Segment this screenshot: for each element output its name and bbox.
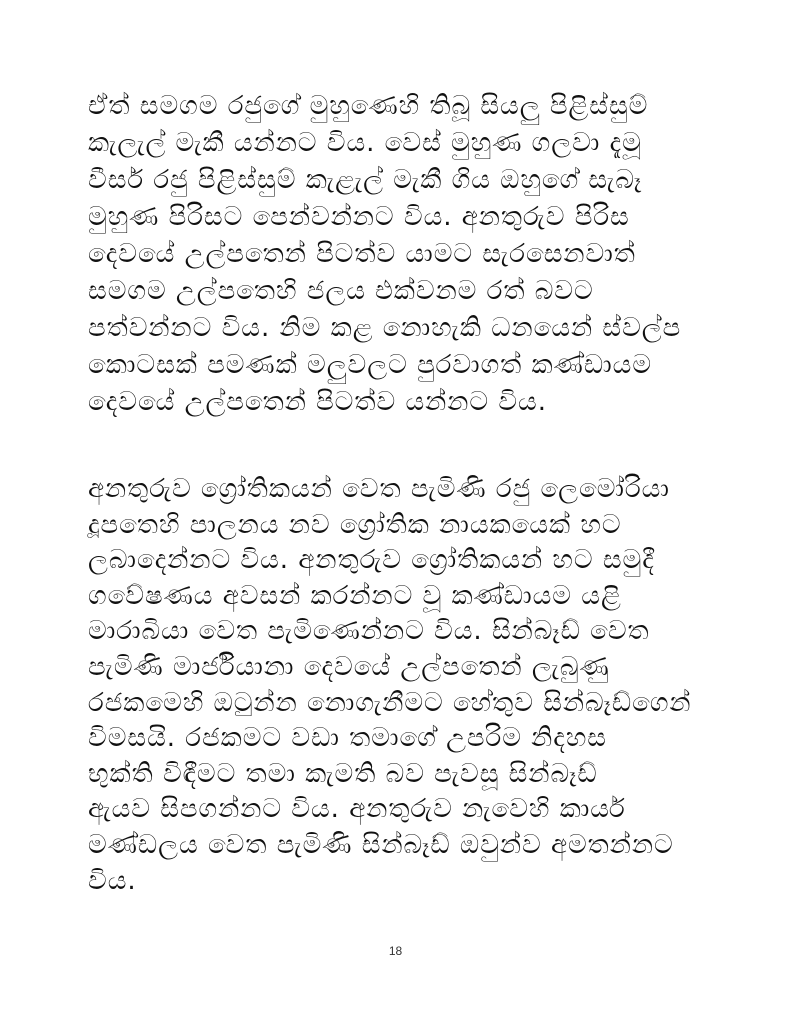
text-line: දෙවයේ උල්පතෙන් පිටත්ව යාමට සැරසෙනවාත් — [88, 239, 636, 269]
text-line: විමසයි. රජකමට වඩා තමාගේ උපරිම නිදහස — [88, 723, 607, 754]
text-line: මණ්ඩලය වෙත පැමිණි සින්බෑඩ් ඔවුන්ව අමතන්නට — [88, 829, 674, 860]
text-line: රජකමෙහි ඔටුන්න නොගැනීමට හේතුව සින්බෑඩ්ගෙන් — [88, 687, 692, 718]
text-line: පැමිණි මාර්ජියානා දෙවයේ උල්පතෙන් ලැබුණු — [88, 651, 610, 682]
paragraph-1 — [88, 88, 728, 421]
text-line: පත්වන්නට විය. නිම කළ නොහැකි ධනයෙන් ස්වල්ප — [88, 313, 682, 343]
text-line: මුහුණ පිරිසට පෙන්වන්නට විය. අනතුරුව පිරිස — [88, 202, 630, 232]
paragraph-2 — [88, 472, 728, 899]
text-line: මාරාබියා වෙත පැමිණෙන්නට විය. සින්බෑඩ් වෙත — [88, 616, 650, 647]
text-line: දෙවයේ උල්පතෙන් පිටත්ව යන්නට විය. — [88, 387, 547, 417]
text-line: කොටසක් පමණක් මලුවලට පුරවාගත් කණ්ඩායම — [88, 350, 653, 380]
text-line: භුක්ති විඳීමට තමා කැමති බව පැවසූ සින්බෑඩ් — [88, 758, 598, 789]
text-line: සමගම උල්පතෙහි ජලය එක්වනම රත් බවට — [88, 276, 594, 306]
text-line: ගවේෂණය අවසන් කරන්නට වූ කණ්ඩායම යළි — [88, 580, 622, 611]
text-line: විය. — [88, 865, 137, 896]
text-line: ඇයව සිපගන්නට විය. අනතුරුව නැවෙහි කාර්ය — [88, 794, 626, 825]
text-line: ලබාදෙන්නට විය. අනතුරුව ග්‍රෝතිකයන් හට සමුදී — [88, 545, 655, 576]
text-line: කැලැල් මැකී යන්නට විය. වෙස් මුහුණ ගලවා දැමූ — [88, 128, 642, 158]
text-line: දූපතෙහි පාලනය නව ග්‍රෝතික නායකයෙක් හට — [88, 509, 622, 540]
text-line: අනතුරුව ග්‍රෝතිකයන් වෙත පැමිණි රජු ලෙමෝරියා — [88, 474, 670, 504]
text-line: වීසර් රජු පිළිස්සුම් කැළැල් මැකී ගිය ඔහුගේ සැබෑ — [88, 165, 643, 195]
text-line: ඒත් සමගම රජුගේ මුහුණෙහි තිබූ සියලු පිළිස්සුම් — [88, 91, 649, 121]
page-number: 18 — [388, 944, 403, 958]
